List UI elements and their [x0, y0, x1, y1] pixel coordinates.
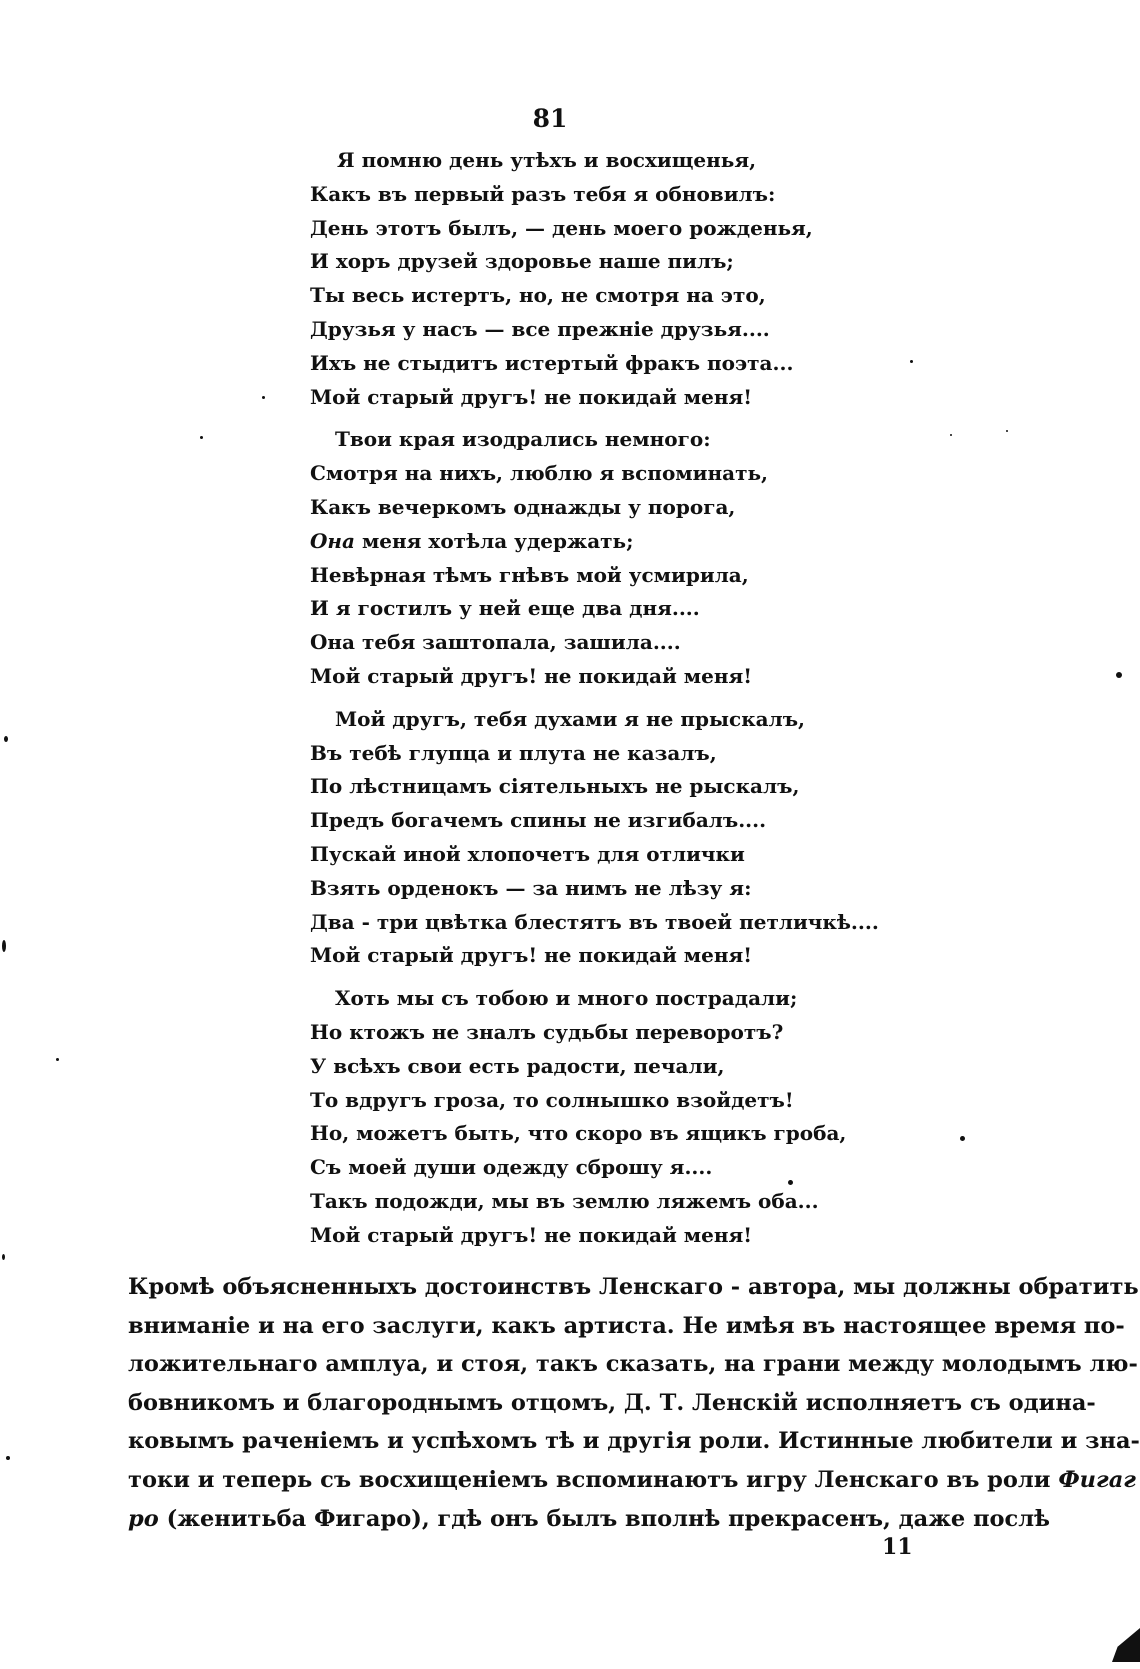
poem-line — [310, 525, 830, 559]
poem-line-rest: меня хотѣла удержать; — [361, 528, 634, 553]
prose-line: вниманіе и на его заслуги, какъ артиста. Не имѣя въ настоящее время по- — [128, 1312, 1125, 1339]
scan-speck — [1116, 672, 1122, 678]
scan-speck — [262, 396, 265, 399]
scan-blot — [1112, 1628, 1140, 1662]
prose-line — [128, 1500, 1050, 1539]
poem-line: Ихъ не стыдитъ истертый фракъ поэта... — [310, 350, 794, 375]
scan-speck — [2, 940, 6, 952]
prose-line: ложительнаго амплуа, и стоя, такъ сказать, на грани между молодымъ лю- — [128, 1351, 1138, 1378]
poem-refrain: Мой старый другъ! не покидай меня! — [310, 384, 753, 409]
page-number: 81 — [532, 104, 568, 133]
italic-word: Фигаг — [1058, 1466, 1136, 1493]
poem-line: Взять орденокъ — за нимъ не лѣзу я: — [310, 875, 752, 900]
poem-line: Она тебя заштопала, зашила.... — [310, 630, 681, 655]
scan-speck — [4, 736, 8, 742]
poem-line: Предъ богачемъ спины не изгибалъ.... — [310, 808, 767, 833]
scan-speck — [960, 1136, 965, 1141]
poem-stanza-2 — [310, 423, 830, 693]
prose-line: Кромѣ объясненныхъ достоинствъ Ленскаго - автора, мы должны обратить — [128, 1274, 1139, 1300]
poem-line: Въ тебѣ глупца и плута не казалъ, — [310, 740, 717, 765]
poem-line: Смотря на нихъ, люблю я вспоминать, — [310, 461, 769, 486]
scan-speck — [6, 1456, 10, 1460]
scan-speck — [788, 1180, 793, 1185]
prose-paragraph — [128, 1268, 1140, 1538]
poem-refrain: Мой старый другъ! не покидай меня! — [310, 943, 753, 968]
poem-line: Я помню день утѣхъ и восхищенья, — [337, 148, 757, 172]
scan-speck — [950, 434, 952, 436]
prose-line-text: токи и теперь съ восхищеніемъ вспоминаютъ игру Ленскаго въ роли — [128, 1466, 1051, 1493]
poem-line: Ты весь истертъ, но, не смотря на это, — [310, 283, 766, 308]
poem-line: Какъ въ первый разъ тебя я обновилъ: — [310, 181, 776, 206]
poem-line: Но, можетъ быть, что скоро въ ящикъ гроба, — [310, 1121, 847, 1146]
signature-mark: 11 — [882, 1534, 913, 1560]
poem-stanza-1 — [310, 144, 830, 414]
poem-line: По лѣстницамъ сіятельныхъ не рыскалъ, — [310, 774, 800, 799]
italic-word: ро — [128, 1505, 159, 1532]
poem-stanza-4 — [310, 982, 847, 1252]
poem — [310, 144, 879, 1253]
poem-line: И я гостилъ у ней еще два дня.... — [310, 596, 700, 621]
poem-line: День этотъ былъ, — день моего рожденья, — [310, 215, 813, 240]
poem-line: То вдругъ гроза, то солнышко взойдетъ! — [310, 1087, 794, 1112]
poem-line: И хоръ друзей здоровье наше пилъ; — [310, 249, 734, 274]
poem-refrain: Мой старый другъ! не покидай меня! — [310, 1222, 753, 1247]
poem-line: У всѣхъ свои есть радости, печали, — [310, 1053, 725, 1078]
poem-line: Съ моей души одежду сброшу я.... — [310, 1155, 713, 1180]
scan-speck — [56, 1058, 59, 1061]
poem-line: Мой другъ, тебя духами я не прыскалъ, — [335, 706, 806, 731]
scan-speck — [200, 436, 203, 439]
poem-line: Хоть мы съ тобою и много пострадали; — [335, 986, 798, 1011]
prose-line: бовникомъ и благороднымъ отцомъ, Д. Т. Ленскій исполняетъ съ одина- — [128, 1389, 1096, 1416]
scan-speck — [1006, 430, 1008, 432]
poem-line: Два - три цвѣтка блестятъ въ твоей петличкѣ.... — [310, 909, 879, 934]
prose-line: ковымъ раченіемъ и успѣхомъ тѣ и другія роли. Истинные любители и зна- — [128, 1428, 1140, 1455]
scan-speck — [2, 1254, 5, 1260]
poem-line: Твои края изодрались немного: — [335, 427, 711, 452]
poem-line: Такъ подожди, мы въ землю ляжемъ оба... — [310, 1188, 819, 1213]
poem-line: Какъ вечеркомъ однажды у порога, — [310, 494, 736, 519]
poem-refrain: Мой старый другъ! не покидай меня! — [310, 663, 753, 688]
poem-line: Невѣрная тѣмъ гнѣвъ мой усмирила, — [310, 562, 749, 587]
prose-line-text: (женитьба Фигаро), гдѣ онъ былъ вполнѣ прекрасенъ, даже послѣ — [166, 1505, 1050, 1532]
poem-line: Пускай иной хлопочетъ для отлички — [310, 841, 745, 866]
poem-line: Но ктожъ не зналъ судьбы переворотъ? — [310, 1019, 784, 1044]
poem-line: Друзья у насъ — все прежніе друзья.... — [310, 316, 770, 341]
italic-word: Она — [310, 528, 355, 553]
scan-speck — [910, 360, 913, 363]
prose-line — [128, 1461, 1136, 1500]
poem-stanza-3 — [310, 703, 879, 973]
